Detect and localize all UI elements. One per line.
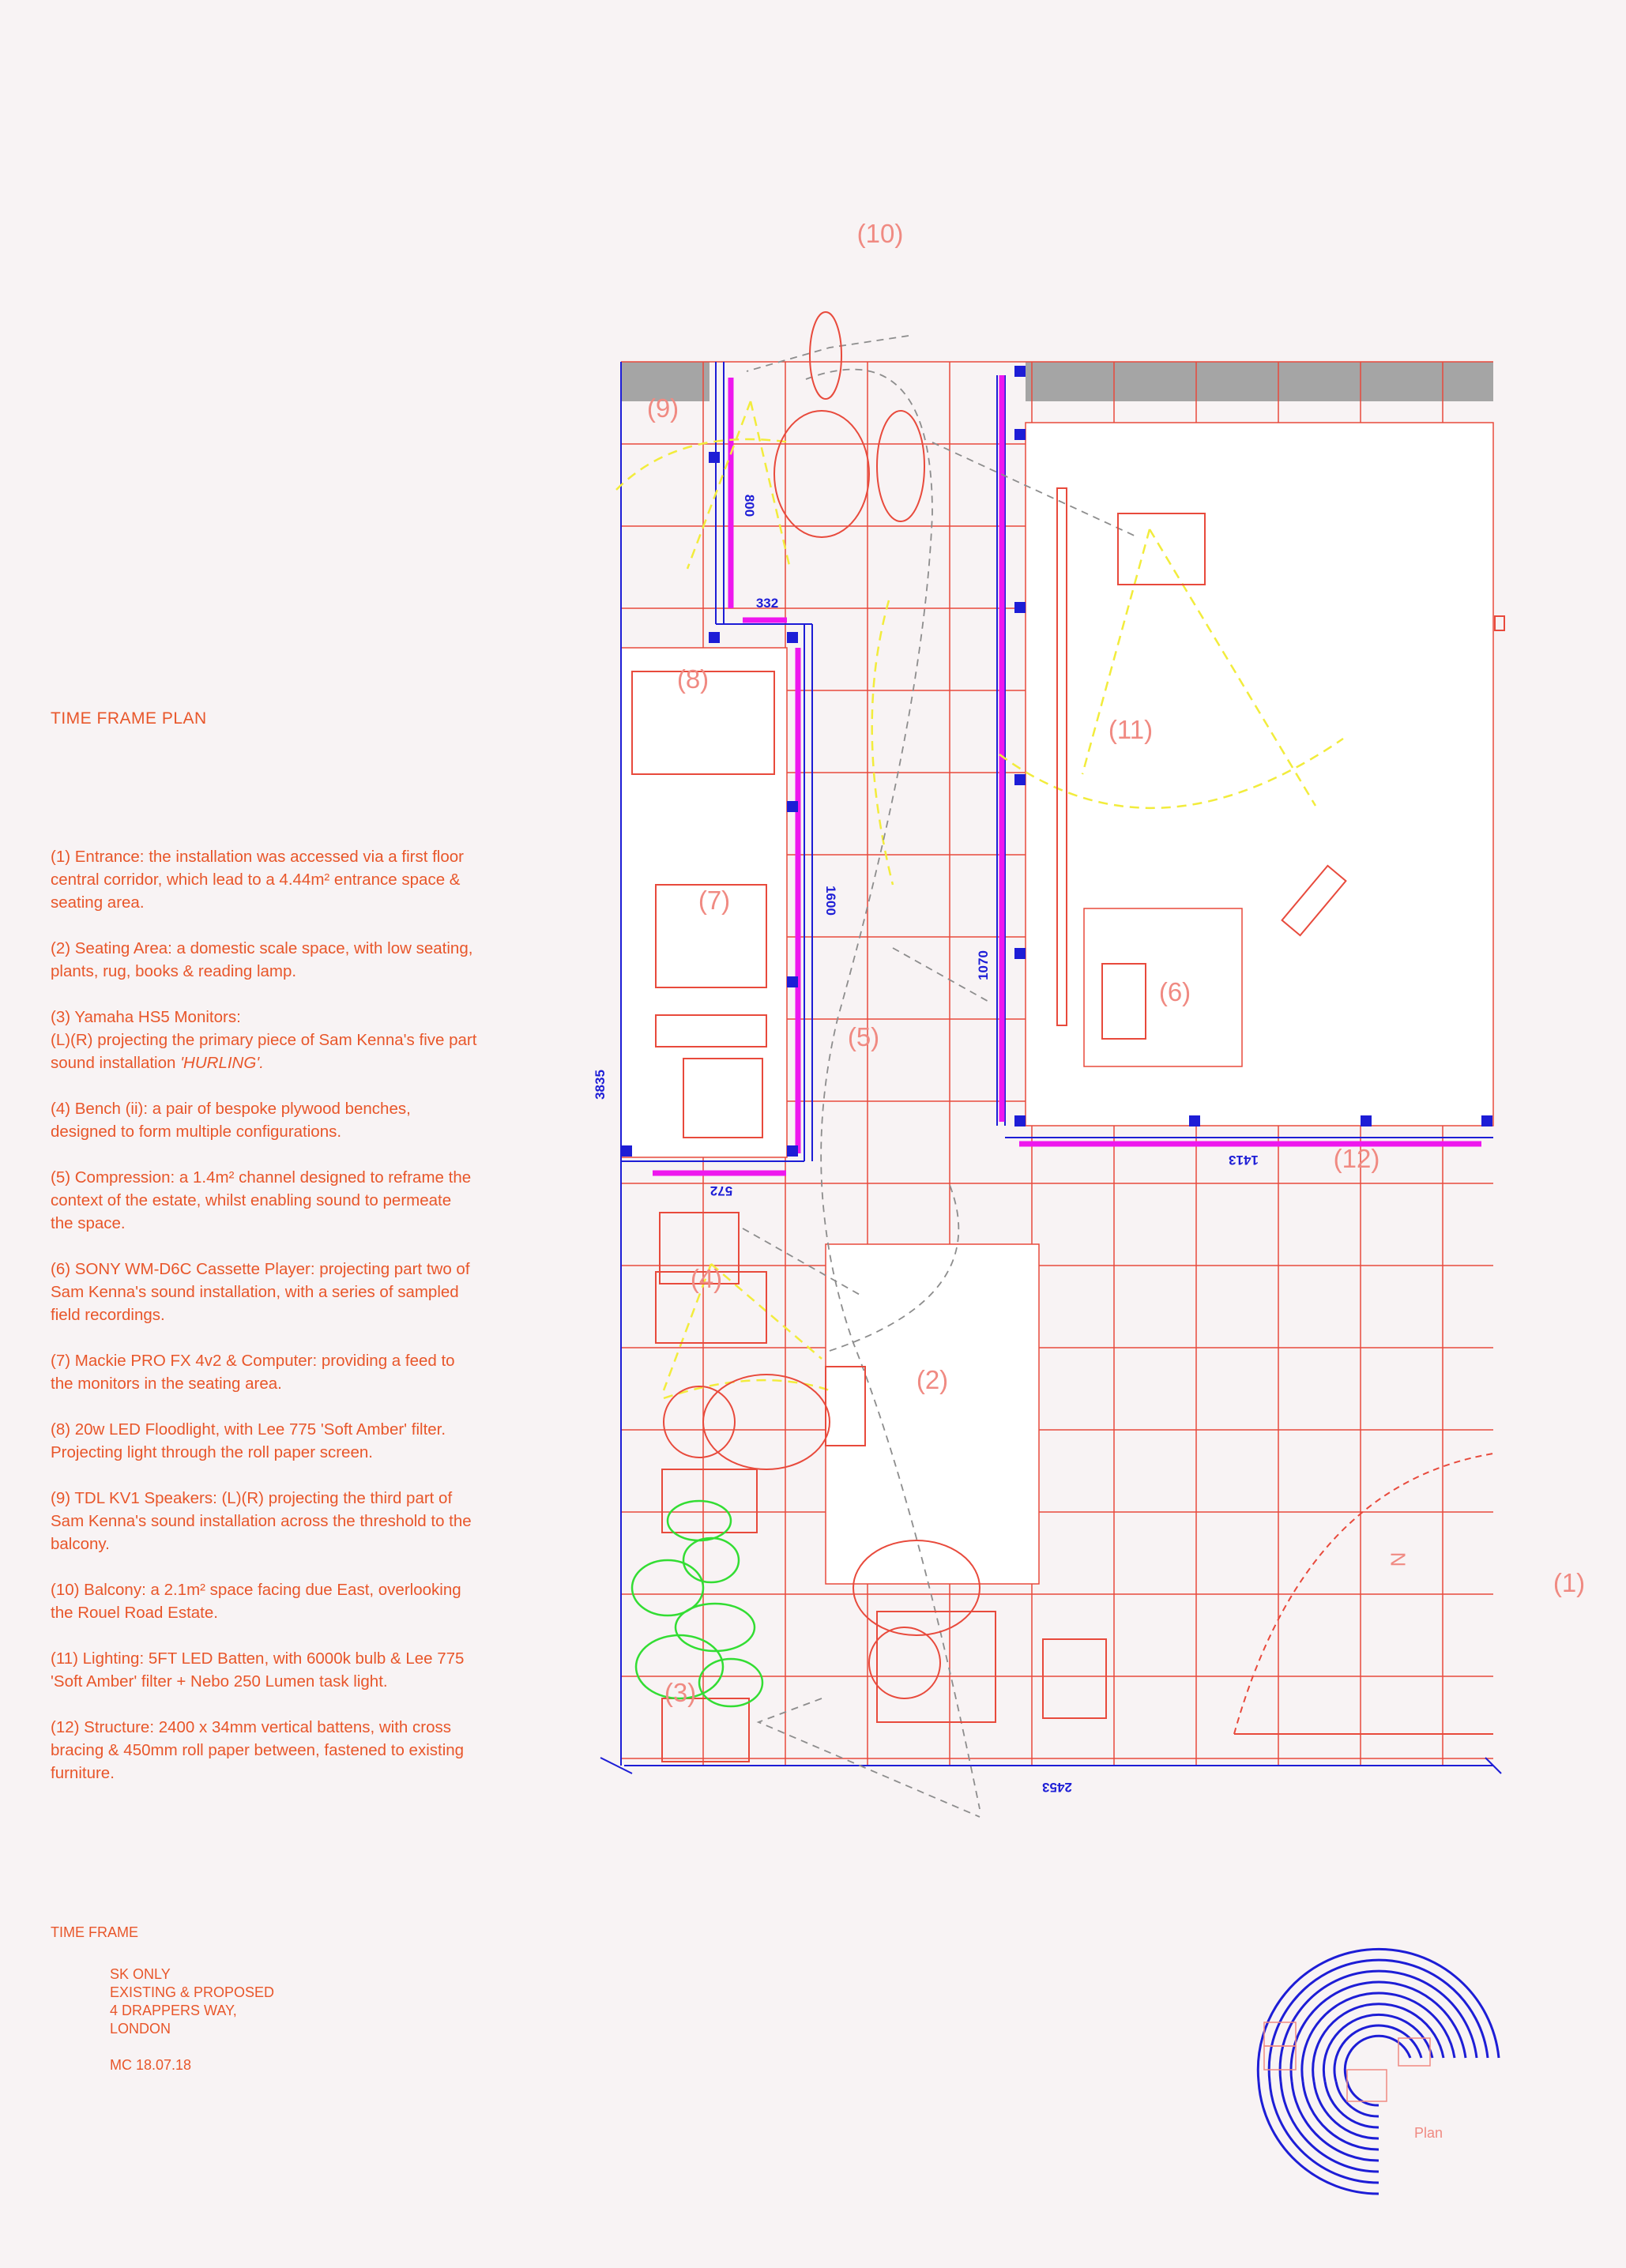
label-9: (9) xyxy=(646,393,679,423)
label-8: (8) xyxy=(676,664,709,694)
label-4: (4) xyxy=(690,1264,723,1293)
note-monitors-title: 'HURLING'. xyxy=(180,1054,264,1072)
dimension-3835: 3835 xyxy=(593,1070,608,1100)
note-structure: (12) Structure: 2400 x 34mm vertical battens, with cross bracing & 450mm roll paper between, fastened to existing furniture. xyxy=(51,1718,465,1782)
north-arrow-label: N xyxy=(1386,1551,1410,1567)
existing-wall-right xyxy=(1026,362,1493,401)
note-seating-area: (2) Seating Area: a domestic scale space, with low seating, plants, rug, books & reading lamp. xyxy=(51,939,473,980)
footer-line: EXISTING & PROPOSED xyxy=(110,1984,275,2000)
dimension-1070: 1070 xyxy=(976,950,991,980)
note-floodlight: (8) 20w LED Floodlight, with Lee 775 'Soft Amber' filter. Projecting light through the roll paper screen. xyxy=(51,1420,446,1461)
dimension-2453: 2453 xyxy=(1042,1780,1072,1795)
footer-line: 4 DRAPPERS WAY, xyxy=(110,2003,237,2018)
plan-caption: Plan xyxy=(1414,2125,1443,2141)
label-12: (12) xyxy=(1333,1144,1380,1173)
note-monitors-text: (3) Yamaha HS5 Monitors: (L)(R) projecting the primary piece of Sam Kenna's five part sound installation xyxy=(51,1008,477,1072)
footer-date: MC 18.07.18 xyxy=(110,2057,192,2073)
note-bench: (4) Bench (ii): a pair of bespoke plywood benches, designed to form multiple configurations. xyxy=(51,1100,411,1141)
note-speakers: (9) TDL KV1 Speakers: (L)(R) projecting the third part of Sam Kenna's sound installation across the threshold to the balcony. xyxy=(51,1489,472,1553)
label-1: (1) xyxy=(1553,1568,1586,1597)
plan-title: TIME FRAME PLAN xyxy=(51,709,207,728)
label-11: (11) xyxy=(1108,715,1154,744)
label-3: (3) xyxy=(664,1678,697,1707)
footer-line: LONDON xyxy=(110,2021,171,2037)
note-compression: (5) Compression: a 1.4m² channel designed to reframe the context of the estate, whilst enabling sound to permeate the space. xyxy=(51,1168,472,1232)
label-6: (6) xyxy=(1158,977,1191,1006)
label-10: (10) xyxy=(856,219,904,248)
plan-logo xyxy=(1258,1949,1499,2194)
dimension-332: 332 xyxy=(755,596,779,611)
label-7: (7) xyxy=(698,886,731,915)
note-mixer: (7) Mackie PRO FX 4v2 & Computer: providing a feed to the monitors in the seating area. xyxy=(51,1352,455,1393)
label-5: (5) xyxy=(847,1022,880,1051)
dimension-800: 800 xyxy=(742,494,757,517)
footer-line: SK ONLY xyxy=(110,1966,171,1982)
dimension-1600: 1600 xyxy=(823,886,838,916)
dimension-572: 572 xyxy=(709,1183,733,1198)
footer-title: TIME FRAME xyxy=(51,1924,138,1940)
note-entrance: (1) Entrance: the installation was accessed via a first floor central corridor, which lead to a 4.44m² entrance space & seating area. xyxy=(51,848,464,912)
note-balcony: (10) Balcony: a 2.1m² space facing due East, overlooking the Rouel Road Estate. xyxy=(51,1581,461,1622)
note-lighting: (11) Lighting: 5FT LED Batten, with 6000k bulb & Lee 775 'Soft Amber' filter + Nebo 250 Lumen task light. xyxy=(51,1649,465,1691)
label-2: (2) xyxy=(916,1365,949,1394)
rug-2 xyxy=(826,1244,1039,1584)
dimension-1413: 1413 xyxy=(1229,1153,1259,1168)
note-cassette-player: (6) SONY WM-D6C Cassette Player: projecting part two of Sam Kenna's sound installation, with a series of sampled field recordings. xyxy=(51,1260,470,1324)
